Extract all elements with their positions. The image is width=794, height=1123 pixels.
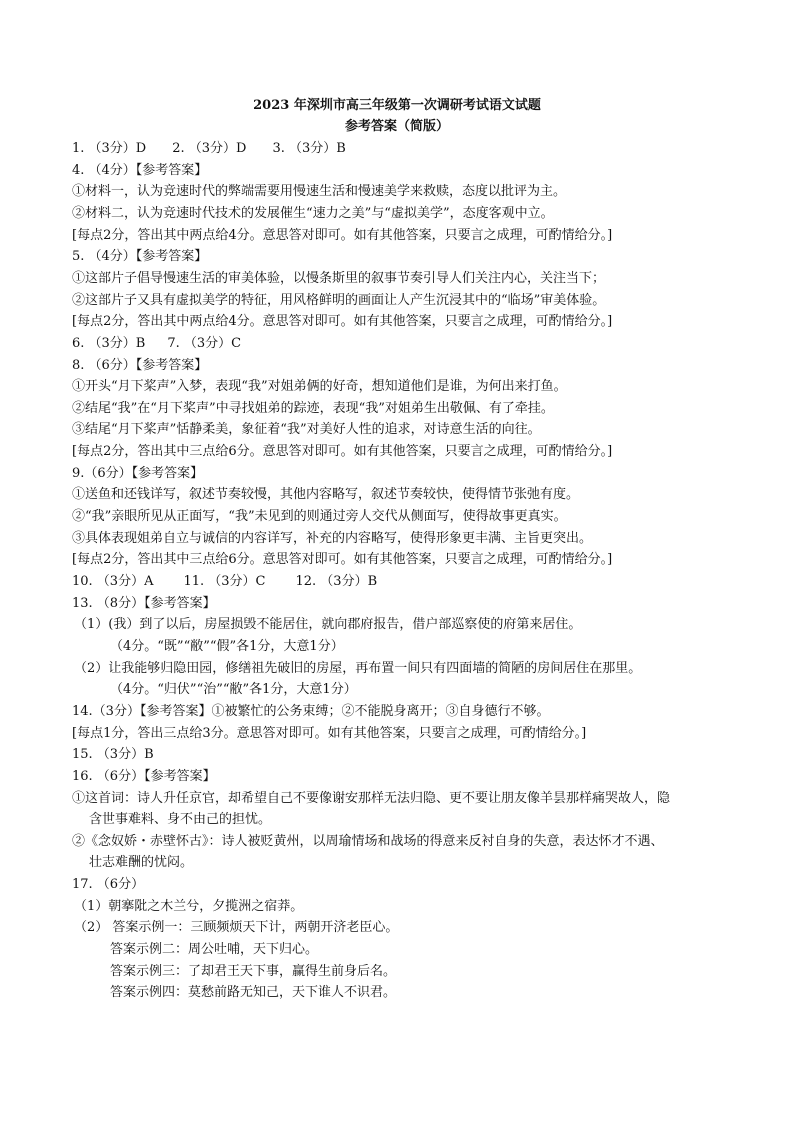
answer-line: 16. （6分）【参考答案】	[72, 768, 216, 784]
answer-line: 5. （4分）【参考答案】	[72, 249, 208, 265]
answer-item: 12. （3分）B	[295, 574, 378, 589]
answer-line	[72, 573, 377, 591]
answer-line: [每点2分，答出其中两点给4分。意思答对即可。如有其他答案，只要言之成理，可酌情给分。]	[72, 314, 613, 330]
answer-line: ②《念奴娇・赤壁怀古》：诗人被贬黄州，以周瑜情场和战场的得意来反衬自身的失意，表达怀才不遇、	[72, 833, 664, 849]
answer-line: 17. （6分）	[72, 877, 145, 893]
answer-item: 7. （3分）C	[167, 335, 242, 351]
answer-line: [每点2分，答出其中三点给6分。意思答对即可。如有其他答案，只要言之成理，可酌情给分。]	[72, 552, 613, 568]
document-title: 2023 年深圳市高三年级第一次调研考试语文试题	[253, 98, 541, 113]
answer-item: 11. （3分）C	[183, 574, 266, 589]
answer-line: [每点2分，答出其中三点给6分。意思答对即可。如有其他答案，只要言之成理，可酌情给分。]	[72, 444, 613, 460]
answer-line	[72, 335, 241, 353]
answer-line: 15. （3分）B	[72, 747, 154, 763]
answer-line: 9.（6分）【参考答案】	[72, 465, 204, 481]
answer-line: [每点1分，答出三点给3分。意思答对即可。如有其他答案，只要言之成理，可酌情给分。]	[72, 725, 587, 741]
answer-line: （4分。“归伏”“治”“敝”各1分，大意1分）	[110, 682, 357, 698]
answer-line: （2）让我能够归隐田园，修缮祖先破旧的房屋，再布置一间只有四面墙的简陋的房间居住在那里。	[74, 660, 642, 676]
answer-line: 答案示例三：了却君王天下事，赢得生前身后名。	[110, 963, 397, 979]
answer-line: 壮志难酬的忧闷。	[89, 855, 194, 871]
answer-line: ②这部片子又具有虚拟美学的特征，用风格鲜明的画面让人产生沉浸其中的“临场”审美体验。	[72, 292, 606, 308]
answer-line: ①这部片子倡导慢速生活的审美体验，以慢条斯里的叙事节奏引导人们关注内心，关注当下；	[72, 270, 606, 286]
answer-line: ③具体表现姐弟自立与诚信的内容详写，补充的内容略写，使得形象更丰满、主旨更突出。	[72, 530, 593, 546]
answer-line: （2） 答案示例一：三顾频烦天下计，两朝开济老臣心。	[74, 920, 399, 936]
answer-line: ①开头“月下桨声”入梦，表现“我”对姐弟俩的好奇，想知道他们是谁，为何出来打鱼。	[72, 379, 567, 395]
answer-line	[72, 140, 346, 158]
answer-line: （1）(我）到了以后，房屋损毁不能居住，就向郡府报告，借户部巡察使的府第来居住。	[74, 617, 582, 633]
answer-line: 14.（3分）【参考答案】①被繁忙的公务束缚；②不能脱身离开；③自身德行不够。	[72, 703, 550, 719]
answer-line: （4分。“既”“敝”“假”各1分，大意1分）	[110, 639, 344, 654]
answer-line: （1）朝搴阰之木兰兮，夕揽洲之宿莽。	[74, 898, 304, 914]
answer-line: ③结尾“月下桨声”恬静柔美，象征着“我”对美好人性的追求，对诗意生活的向往。	[72, 422, 541, 438]
answer-line: ①材料一，认为竞速时代的弊端需要用慢速生活和慢速美学来救赎，态度以批评为主。	[72, 184, 567, 200]
answer-item: 10. （3分）A	[72, 574, 154, 589]
answer-line: 8. （6分）【参考答案】	[72, 357, 208, 373]
answer-line: 13. （8分）【参考答案】	[72, 595, 216, 611]
answer-line: ②材料二，认为竞速时代技术的发展催生“速力之美”与“虚拟美学”，态度客观中立。	[72, 205, 554, 221]
answer-line: [每点2分，答出其中两点给4分。意思答对即可。如有其他答案，只要言之成理，可酌情给分。]	[72, 227, 613, 243]
answer-line: 答案示例四：莫愁前路无知己，天下谁人不识君。	[110, 985, 397, 1001]
answer-line: ①这首词：诗人升任京官，却希望自己不要像谢安那样无法归隐、更不要让朋友像羊昙那样痛哭故人，隐	[72, 790, 671, 806]
answer-line: ②结尾“我”在“月下桨声”中寻找姐弟的踪迹，表现“我”对姐弟生出敬佩、有了牵挂。	[72, 400, 554, 416]
answer-item: 2. （3分）D	[172, 141, 247, 156]
answer-line: 4. （4分）【参考答案】	[72, 162, 208, 178]
answer-item: 3. （3分）B	[272, 141, 346, 156]
answer-item: 1. （3分）D	[72, 141, 147, 156]
answer-line: 答案示例二：周公吐哺，天下归心。	[110, 942, 319, 957]
document-subtitle: 参考答案（简版）	[344, 119, 449, 134]
answer-line: ①送鱼和还钱详写，叙述节奏较慢，其他内容略写，叙述节奏较快，使得情节张弛有度。	[72, 487, 580, 503]
answer-line: ②“我”亲眼所见从正面写，“我”未见到的则通过旁人交代从侧面写，使得故事更真实。	[72, 509, 567, 524]
answer-item: 6. （3分）B	[72, 335, 146, 351]
answer-line: 含世事难料、身不由己的担忧。	[89, 812, 272, 828]
